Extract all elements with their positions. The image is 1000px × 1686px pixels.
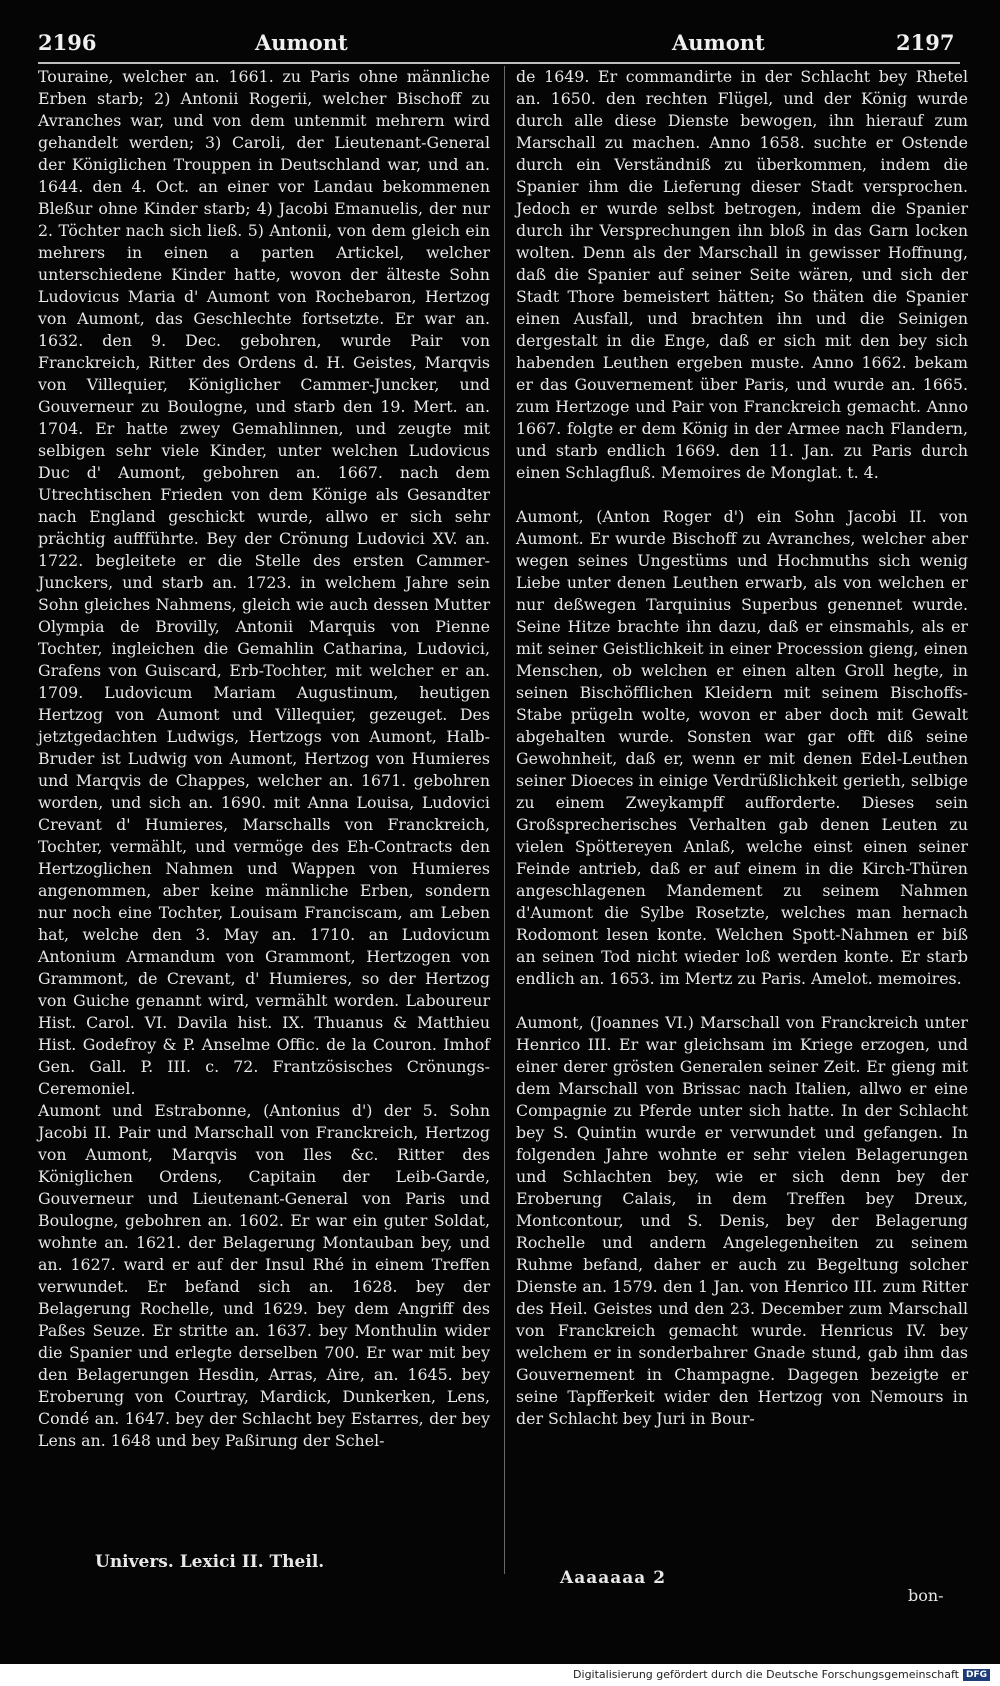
running-head-right: Aumont bbox=[672, 30, 765, 55]
column-divider bbox=[504, 66, 505, 1574]
page-number-left: 2196 bbox=[38, 30, 97, 55]
signature-right: Aaaaaaa 2 bbox=[560, 1568, 667, 1588]
entry-aumont-continued: Touraine, welcher an. 1661. zu Paris ohne männliche Erben starb; 2) Antonii Rogerii, welcher Bischoff zu Avranches war, und von dem untenmit mehrern wird gehandelt werden; 3) Caroli, der Lieutenant-General der Königlichen Trouppen in Deutschland war, und an. 1644. den 4. Oct. an einer vor Landau bekommenen Bleßur ohne Kinder starb; 4) Jacobi Emanuelis, der nur 2. Töchter nach sich ließ. 5) Antonii, von dem gleich ein mehrers in einen a parten Artickel, welcher unterschiedene Kinder hatte, wovon der älteste Sohn Ludovicus Maria d' Aumont von Rochebaron, Hertzog von Aumont, das Geschlechte fortsetzte. Er war an. 1632. den 9. Dec. gebohren, wurde Pair von Franckreich, Ritter des Ordens d. H. Geistes, Marqvis von Villequier, Königlicher Cammer-Juncker, und Gouverneur zu Boulogne, und starb den 19. Mert. an. 1704. Er hatte zwey Gemahlinnen, und zeugte mit selbigen sehr viele Kinder, unter welchen Ludovicus Duc d' Aumont, gebohren an. 1667. nach dem Utrechtischen Frieden von dem Könige als Gesandter nach England geschickt wurde, allwo er sich sehr prächtig auffführte. Bey der Crönung Ludovici XV. an. 1722. begleitete er die Stelle des ersten Cammer-Junckers, und starb an. 1723. in welchem Jahre sein Sohn gleiches Nahmens, gleich wie auch dessen Mutter Olympia de Brovilly, Antonii Marquis von Pienne Tochter, ingleichen die Gemahlin Catharina, Ludovici, Grafens von Guiscard, Erb-Tochter, mit welcher er an. 1709. Ludovicum Mariam Augustinum, heutigen Hertzog von Aumont und Villequier, gezeuget. Des jetztgedachten Ludwigs, Hertzogs von Aumont, Halb-Bruder ist Ludwig von Aumont, Hertzog von Humieres und Marqvis de Chappes, welcher an. 1671. gebohren worden, und sich an. 1690. mit Anna Louisa, Ludovici Crevant d' Humieres, Marschalls von Franckreich, Tochter, vermählt, und vermöge des Eh-Contracts den Hertzoglichen Nahmen und Wappen von Humieres angenommen, aber keine männliche Erben, sondern nur noch eine Tochter, Louisam Franciscam, am Leben hat, welche den 3. May an. 1710. an Ludovicum Antonium Armandum von Grammont, Hertzogen von Grammont, de Crevant, d' Humieres, so der Hertzog von Guiche genannt wird, vermählt worden. Laboureur Hist. Carol. VI. Davila hist. IX. Thuanus & Matthieu Hist. Godefroy & P. Anselme Offic. de la Couron. Imhof Gen. Gall. P. III. c. 72. Frantzösisches Crönungs-Ceremoniel. bbox=[38, 67, 490, 1098]
credit-text: Digitalisierung gefördert durch die Deutsche Forschungsgemeinschaft bbox=[573, 1668, 959, 1681]
entry-joannes-vi: Aumont, (Joannes VI.) Marschall von Franckreich unter Henrico III. Er war gleichsam im Kriege erzogen, und einer derer grösten Generalen seiner Zeit. Er gieng mit dem Marschall von Brissac nach Italien, allwo er eine Compagnie zu Pferde unter sich hatte. In der Schlacht bey S. Quintin wurde er verwundet und gefangen. In folgenden Jahre wohnte er sehr vielen Belagerungen und Schlachten bey, wie er sich denn bey der Eroberung Calais, in dem Treffen bey Dreux, Montcontour, und S. Denis, bey der Belagerung Rochelle und andern Angelegenheiten zu seinem Ruhme befand, daher er auch zu Begeltung solcher Dienste an. 1579. den 1 Jan. von Henrico III. zum Ritter des Heil. Geistes und den 23. December zum Marschall von Franckreich gemacht wurde. Henricus IV. bey welchem er in sonderbahrer Gnade stund, gab ihm das Gouvernement in Champagne. Dagegen bezeigte er seine Tapfferkeit wider den Hertzog von Nemours in der Schlacht bey Juri in Bour- bbox=[516, 1013, 968, 1428]
left-column bbox=[38, 66, 490, 1452]
right-column bbox=[516, 66, 968, 1430]
page-number-right: 2197 bbox=[896, 30, 955, 55]
running-head-left: Aumont bbox=[255, 30, 348, 55]
dfg-logo: DFG bbox=[963, 1669, 990, 1681]
header-rule bbox=[38, 62, 960, 64]
catchword: bon- bbox=[908, 1586, 944, 1605]
entry-anton-roger: Aumont, (Anton Roger d') ein Sohn Jacobi II. von Aumont. Er wurde Bischoff zu Avranches, welcher aber wegen seines Ungestüms und Hochmuths sich wenig Liebe unter denen Leuthen erwarb, als von welchen er nur deßwegen Tarquinius Superbus genennet wurde. Seine Hitze brachte ihn dazu, daß er einsmahls, als er mit seiner Geistlichkeit in einer Procession gieng, einen Menschen, ob welchen er einen alten Groll hegte, in seinen Bischöfflichen Kleidern mit seinem Bischoffs-Stabe prügeln wolte, wovon er aber doch mit Gewalt abgehalten wurde. Sonsten war gar offt diß seine Gewohnheit, daß er, wenn er mit denen Edel-Leuthen seiner Dioeces in einige Verdrüßlichkeit gerieth, selbige zu einem Zweykampff aufforderte. Dieses sein Großsprecherisches Verhalten gab denen Leuten zu vielen Spöttereyen Anlaß, welche einst einen seiner Feinde antrieb, daß er auf einem in die Kirch-Thüren angeschlagenen Mandement zu seinem Nahmen d'Aumont die Sylbe Rosetzte, welches man hernach Rodomont lesen konte. Welchen Spott-Nahmen er biß an seinen Tod nicht wieder loß werden konte. Er starb endlich an. 1653. im Mertz zu Paris. Amelot. memoires. bbox=[516, 507, 968, 988]
entry-aumont-estrabonne: Aumont und Estrabonne, (Antonius d') der 5. Sohn Jacobi II. Pair und Marschall von Franckreich, Hertzog von Aumont, Marqvis von Iles &c. Ritter des Königlichen Ordens, Capitain der Leib-Garde, Gouverneur und Lieutenant-General von Paris und Boulogne, gebohren an. 1602. Er war ein guter Soldat, wohnte an. 1621. der Belagerung Montauban bey, und an. 1627. ward er auf der Insul Rhé in einem Treffen verwundet. Er befand sich an. 1628. bey der Belagerung Rochelle, und 1629. bey dem Angriff des Paßes Seuze. Er stritte an. 1637. bey Monthulin wider die Spanier und erlegte derselben 700. Er war mit bey den Belagerungen Hesdin, Arras, Aire, an. 1645. bey Eroberung von Courtray, Mardick, Dunkerken, Lens, Condé an. 1647. bey der Schlacht bey Estarres, der bey Lens an. 1648 und bey Paßirung der Schel- bbox=[38, 1101, 490, 1450]
digitization-credit bbox=[573, 1668, 990, 1681]
entry-estrabonne-continued: de 1649. Er commandirte in der Schlacht bey Rhetel an. 1650. den rechten Flügel, und der König wurde durch alle diese Dienste bewogen, ihn hierauf zum Marschall zu machen. Anno 1658. suchte er Ostende durch ein Verständniß zu überkommen, indem die Spanier ihm die Lieferung dieser Stadt versprochen. Jedoch er wurde selbst betrogen, indem die Spanier durch ihr Versprechungen ihn bloß in das Garn locken wolten. Denn als der Marschall in gewisser Hoffnung, daß die Spanier auf seiner Seite wären, und sich der Stadt Thore bemeistert hätten; So thäten die Spanier einen Ausfall, und brachten ihn und die Seinigen dergestalt in die Enge, daß er sich mit den bey sich habenden Leuthen ergeben muste. Anno 1662. bekam er das Gouvernement über Paris, und wurde an. 1665. zum Hertzoge und Pair von Franckreich gemacht. Anno 1667. folgte er dem König in der Armee nach Flandern, und starb endlich 1669. den 11. Jan. zu Paris durch einen Schlagfluß. Memoires de Monglat. t. 4. bbox=[516, 67, 968, 482]
signature-left: Univers. Lexici II. Theil. bbox=[95, 1552, 325, 1572]
